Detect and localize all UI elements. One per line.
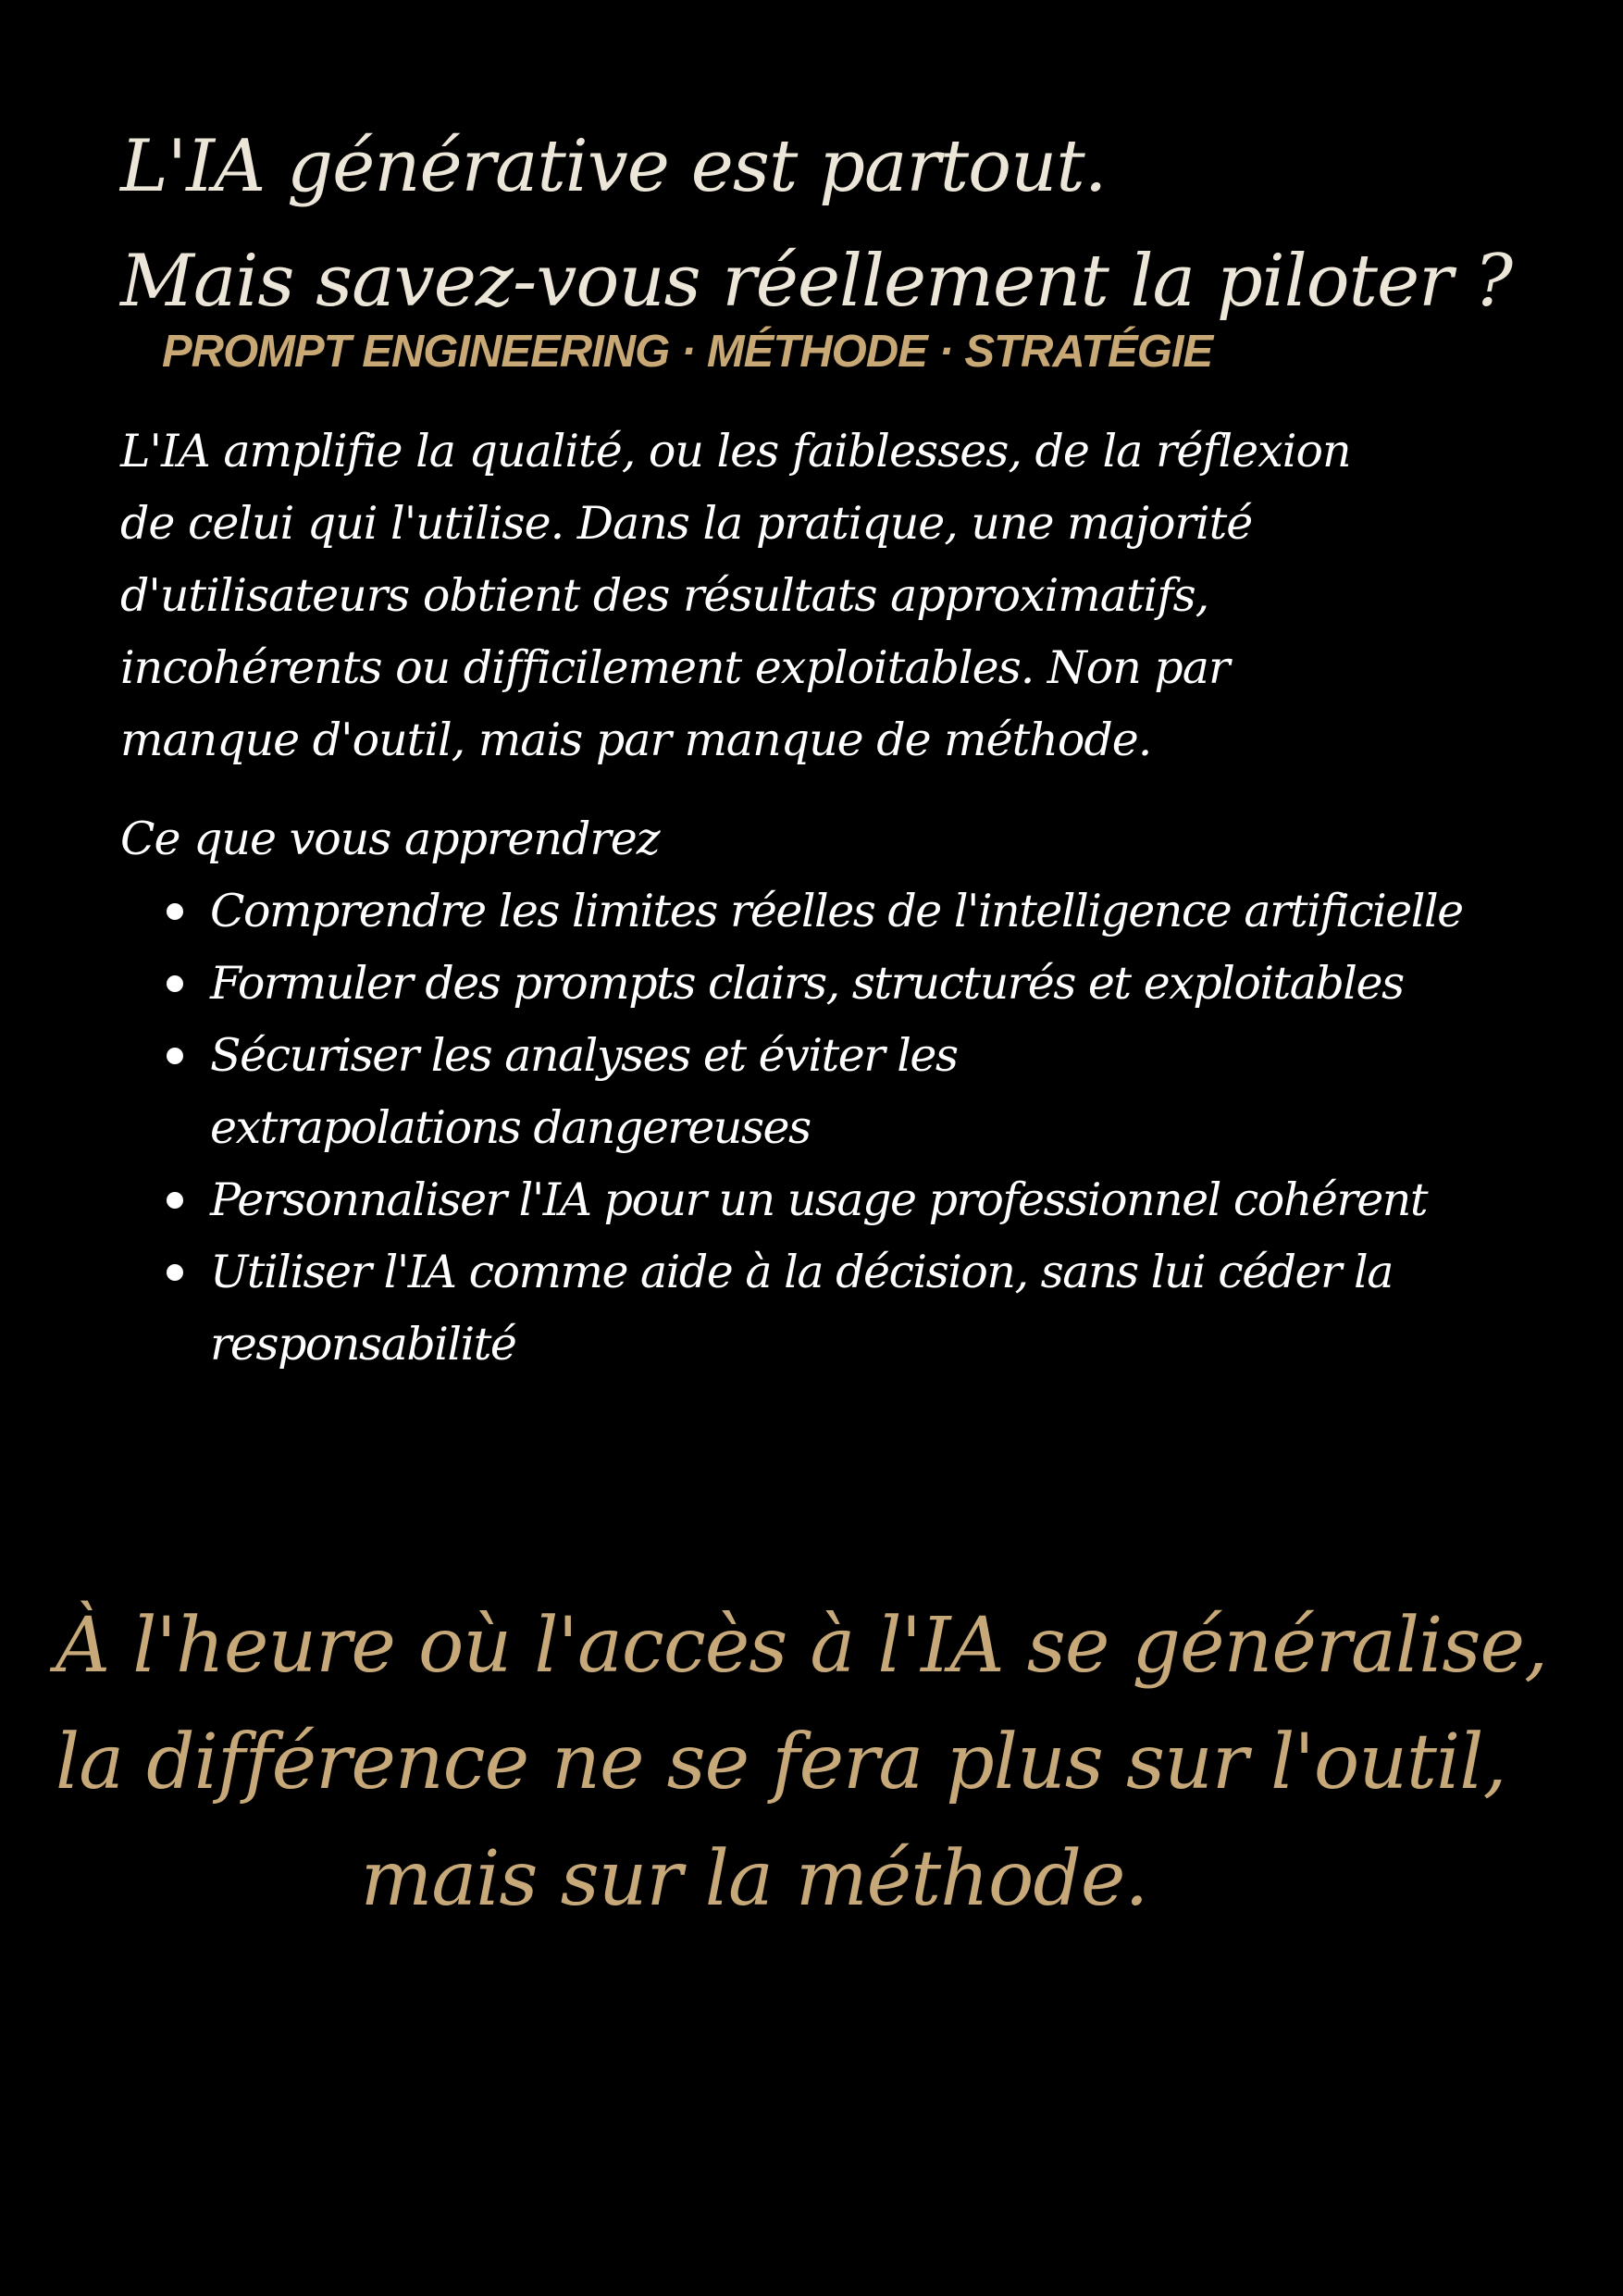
headline-line-2: Mais savez-vous réellement la piloter ? [120, 240, 1513, 323]
intro-line: L'IA amplifie la qualité, ou les faiblesses, de la réflexion [120, 425, 1351, 478]
list-item [120, 948, 1527, 1020]
closing-line: À l'heure où l'accès à l'IA se généralise, [56, 1602, 1548, 1690]
intro-line: de celui qui l'utilise. Dans la pratique, une majorité [120, 497, 1253, 550]
list-item-text: Sécuriser les analyses et éviter les extrapolations dangereuses [210, 1029, 958, 1154]
tagline: PROMPT ENGINEERING · MÉTHODE · STRATÉGIE [162, 327, 1213, 377]
closing-line: la différence ne se fera plus sur l'outil, [56, 1719, 1506, 1806]
bullet-icon [167, 1264, 183, 1281]
list-item [120, 1020, 1527, 1164]
bullet-icon [167, 1048, 183, 1064]
list-item-text: Utiliser l'IA comme aide à la décision, sans lui céder la responsabilité [210, 1246, 1393, 1371]
closing-line: mais sur la méthode. [360, 1835, 1148, 1923]
bullet-icon [167, 903, 183, 920]
closing-quote [56, 1588, 1548, 1938]
learn-heading: Ce que vous apprendrez [120, 813, 660, 865]
bullet-icon [167, 975, 183, 992]
list-item-text: Comprendre les limites réelles de l'intelligence artificielle [210, 885, 1463, 937]
intro-paragraph [120, 416, 1416, 776]
learn-list [120, 875, 1527, 1381]
intro-line: d'utilisateurs obtient des résultats approximatifs, [120, 569, 1209, 622]
intro-line: manque d'outil, mais par manque de méthode. [120, 714, 1152, 766]
intro-line: incohérents ou difficilement exploitables. Non par [120, 641, 1230, 694]
headline [120, 109, 1512, 339]
list-item-text: Formuler des prompts clairs, structurés et exploitables [210, 957, 1404, 1010]
list-item-text: Personnaliser l'IA pour un usage professionnel cohérent [210, 1173, 1428, 1226]
list-item [120, 875, 1527, 948]
headline-line-1: L'IA générative est partout. [120, 125, 1107, 208]
list-item [120, 1164, 1527, 1236]
bullet-icon [167, 1192, 183, 1209]
list-item [120, 1236, 1527, 1381]
